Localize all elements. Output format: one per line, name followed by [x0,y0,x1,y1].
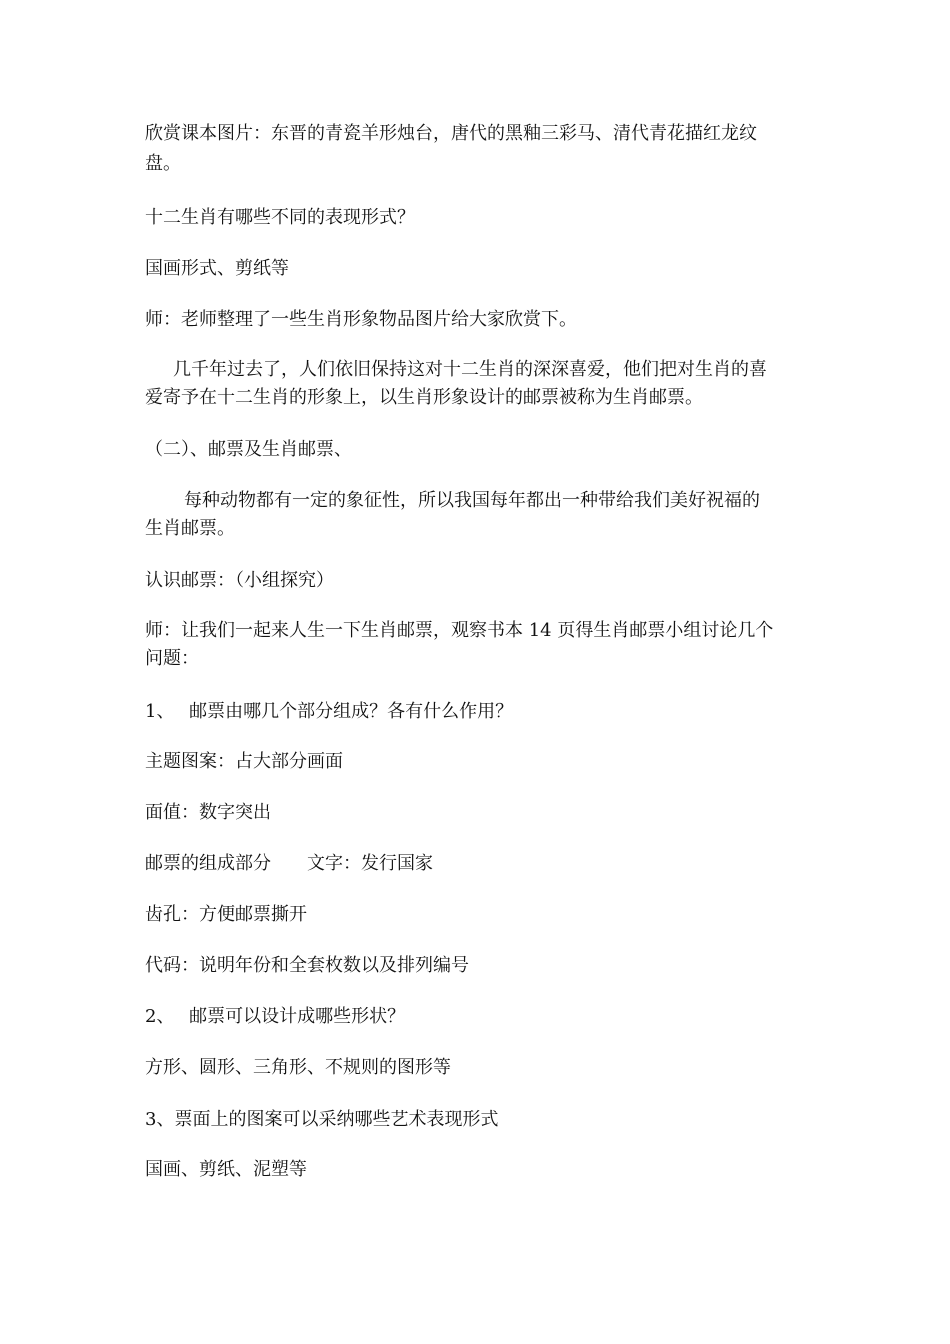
text-line-3: 十二生肖有哪些不同的表现形式？ [145,207,415,228]
text-line-10: 生肖邮票。 [145,518,235,539]
text-line-9: 每种动物都有一定的象征性，所以我国每年都出一种带给我们美好祝福的 [184,490,760,511]
text-line-12: 师：让我们一起来人生一下生肖邮票，观察书本 14 页得生肖邮票小组讨论几个 [145,620,774,641]
text-line-6: 几千年过去了，人们依旧保持这对十二生肖的深深喜爱，他们把对生肖的喜 [173,359,767,380]
text-line-11: 认识邮票：（小组探究） [145,570,334,591]
text-line-5: 师：老师整理了一些生肖形象物品图片给大家欣赏下。 [145,309,577,330]
text-line-15: 主题图案：占大部分画面 [145,751,343,772]
text-line-21: 方形、圆形、三角形、不规则的图形等 [145,1057,451,1078]
text-line-23: 国画、剪纸、泥塑等 [145,1159,307,1180]
text-line-1: 欣赏课本图片：东晋的青瓷羊形烛台，唐代的黑釉三彩马、清代青花描红龙纹 [145,123,757,144]
text-line-18: 齿孔：方便邮票撕开 [145,904,307,925]
question-2: 2、 邮票可以设计成哪些形状？ [145,1006,406,1027]
text-line-2: 盘。 [145,153,181,174]
text-line-17: 邮票的组成部分 文字：发行国家 [145,853,433,874]
text-line-16: 面值：数字突出 [145,802,271,823]
question-3: 3、票面上的图案可以采纳哪些艺术表现形式 [145,1109,499,1130]
text-line-7: 爱寄予在十二生肖的形象上，以生肖形象设计的邮票被称为生肖邮票。 [145,387,703,408]
section-heading: （二）、邮票及生肖邮票、 [145,439,352,460]
text-line-19: 代码：说明年份和全套枚数以及排列编号 [145,955,469,976]
text-line-13: 问题： [145,648,199,669]
question-1: 1、 邮票由哪几个部分组成？各有什么作用？ [145,701,514,722]
text-line-4: 国画形式、剪纸等 [145,258,289,279]
